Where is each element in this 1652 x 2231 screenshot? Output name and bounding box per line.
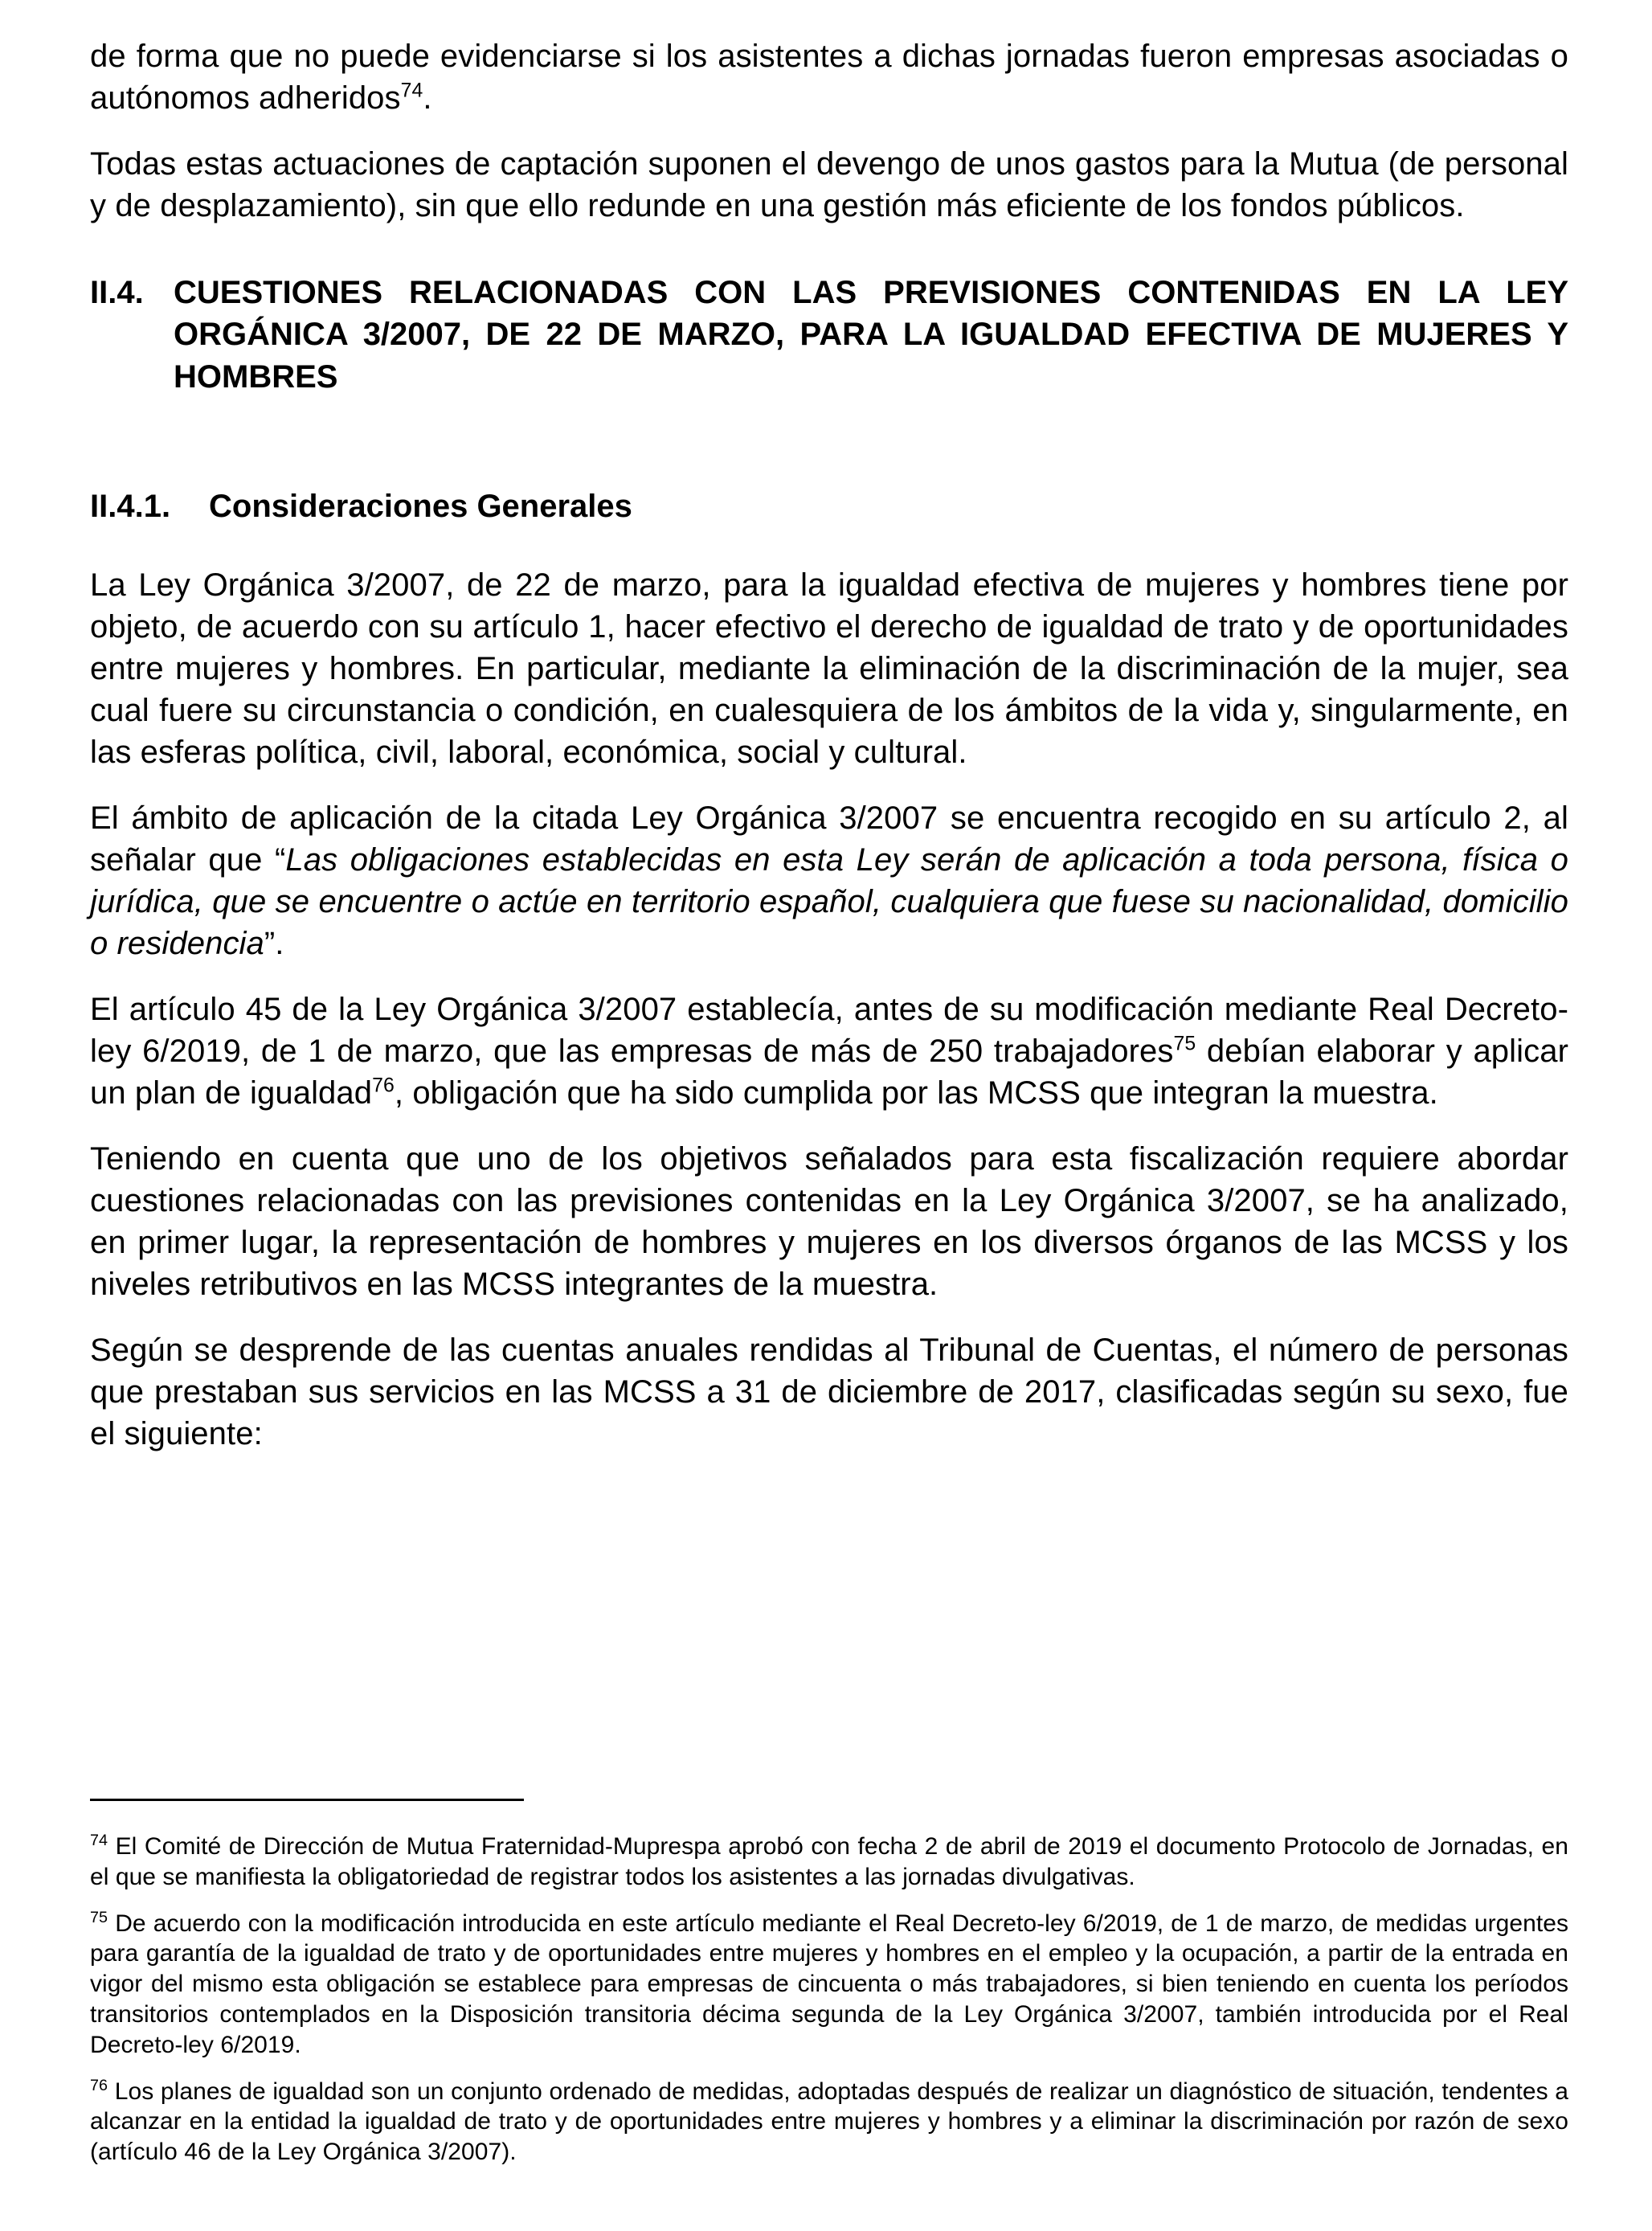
- paragraph-continuation-tail: .: [423, 80, 432, 116]
- paragraph-objetivos: Teniendo en cuenta que uno de los objetivos señalados para esta fiscalización requiere abordar cuestiones relacionadas con las previsiones contenidas en la Ley Orgánica 3/2007, se ha analizado, en primer lugar, la representación de hombres y mujeres en los diversos órganos de las MCSS y los niveles retributivos en las MCSS integrantes de la muestra.: [90, 1140, 1568, 1302]
- spacer: [90, 440, 1568, 485]
- paragraph-captacion: Todas estas actuaciones de captación suponen el devengo de unos gastos para la Mutua (de personal y de desplazamiento), sin que ello redunde en una gestión más eficiente de los fondos públicos.: [90, 146, 1568, 223]
- spacer: [90, 1114, 1568, 1138]
- footnote-area: [90, 1799, 1568, 2168]
- section-heading-number: II.4.: [90, 275, 144, 310]
- spacer: [90, 964, 1568, 989]
- spacer: [90, 1305, 1568, 1329]
- page-content: [90, 35, 1568, 1455]
- paragraph-ambito-lead: El ámbito de aplicación de la citada Ley Orgánica 3/2007 se encuentra recogido en su artículo 2, al señalar que “: [90, 800, 1568, 878]
- spacer: [90, 227, 1568, 272]
- paragraph-segun: Según se desprende de las cuentas anuales rendidas al Tribunal de Cuentas, el número de personas que prestaban sus servicios en las MCSS a 31 de diciembre de 2017, clasificadas según su sexo, fue el siguiente:: [90, 1332, 1568, 1451]
- footnote-75-marker: 75: [90, 1908, 108, 1926]
- spacer: [90, 1893, 1568, 1909]
- sub-heading-ii-4-1: [90, 485, 1568, 527]
- footnote-75: [90, 1909, 1568, 2061]
- footnote-75-text: De acuerdo con la modificación introducida en este artículo mediante el Real Decreto-ley 6/2019, de 1 de marzo, de medidas urgentes para garantía de la igualdad de trato y de oportunidades entre mujeres y hombres en el empleo y la ocupación, a partir de la entrada en vigor del mismo esta obligación se establece para empresas de cincuenta o más trabajadores, si bien teniendo en cuenta los períodos transitorios contemplados en la Disposición transitoria décima segunda de la Ley Orgánica 3/2007, también introducida por el Real Decreto-ley 6/2019.: [90, 1910, 1568, 2058]
- sub-heading-title: Consideraciones Generales: [209, 488, 632, 524]
- footnote-74: [90, 1832, 1568, 1893]
- paragraph-articulo-45-part3: , obligación que ha sido cumplida por las MCSS que integran la muestra.: [394, 1075, 1438, 1111]
- footnote-76: [90, 2077, 1568, 2168]
- paragraph-continuation: [90, 35, 1568, 119]
- paragraph-articulo-45-part2: debían elaborar y aplicar un plan de igualdad: [90, 1033, 1568, 1111]
- paragraph-articulo-45: [90, 989, 1568, 1114]
- paragraph-ambito: [90, 797, 1568, 964]
- paragraph-ambito-quote: Las obligaciones establecidas en esta Ley serán de aplicación a toda persona, física o jurídica, que se encuentre o actúe en territorio español, cualquiera que fuese su nacionalidad, domicilio o residencia: [90, 841, 1568, 961]
- spacer: [90, 119, 1568, 143]
- footnote-74-marker: 74: [90, 1832, 108, 1849]
- section-heading-title: CUESTIONES RELACIONADAS CON LAS PREVISIONES CONTENIDAS EN LA LEY ORGÁNICA 3/2007, DE 22 DE MARZO, PARA LA IGUALDAD EFECTIVA DE MUJERES Y HOMBRES: [174, 275, 1568, 395]
- paragraph-ambito-tail: ”.: [264, 925, 284, 961]
- footnote-ref-76[interactable]: 76: [372, 1075, 395, 1097]
- spacer: [90, 527, 1568, 564]
- footnote-separator-rule: [90, 1799, 524, 1801]
- footnote-ref-74[interactable]: 74: [400, 80, 423, 102]
- footnote-ref-75[interactable]: 75: [1173, 1033, 1196, 1055]
- footnote-74-text: El Comité de Dirección de Mutua Fraternidad-Muprespa aprobó con fecha 2 de abril de 2019 el documento Protocolo de Jornadas, en el que se manifiesta la obligatoriedad de registrar todos los asistentes a las jornadas divulgativas.: [90, 1833, 1568, 1890]
- section-heading-ii-4: [90, 272, 1568, 440]
- spacer: [90, 2061, 1568, 2077]
- footnote-76-text: Los planes de igualdad son un conjunto ordenado de medidas, adoptadas después de realizar un diagnóstico de situación, tendentes a alcanzar en la entidad la igualdad de trato y de oportunidades entre mujeres y hombres y a eliminar la discriminación por razón de sexo (artículo 46 de la Ley Orgánica 3/2007).: [90, 2077, 1568, 2166]
- sub-heading-number: II.4.1.: [90, 488, 171, 524]
- spacer: [90, 773, 1568, 797]
- paragraph-ley-objeto: La Ley Orgánica 3/2007, de 22 de marzo, para la igualdad efectiva de mujeres y hombres tiene por objeto, de acuerdo con su artículo 1, hacer efectivo el derecho de igualdad de trato y de oportunidades entre mujeres y hombres. En particular, mediante la eliminación de la discriminación de la mujer, sea cual fuere su circunstancia o condición, en cualesquiera de los ámbitos de la vida y, singularmente, en las esferas política, civil, laboral, económica, social y cultural.: [90, 567, 1568, 770]
- paragraph-continuation-text: de forma que no puede evidenciarse si los asistentes a dichas jornadas fueron empresas asociadas o autónomos adheridos: [90, 39, 1568, 116]
- footnote-76-marker: 76: [90, 2076, 108, 2094]
- paragraph-articulo-45-part1: El artículo 45 de la Ley Orgánica 3/2007 establecía, antes de su modificación mediante Real Decreto-ley 6/2019, de 1 de marzo, que las empresas de más de 250 trabajadores: [90, 991, 1568, 1069]
